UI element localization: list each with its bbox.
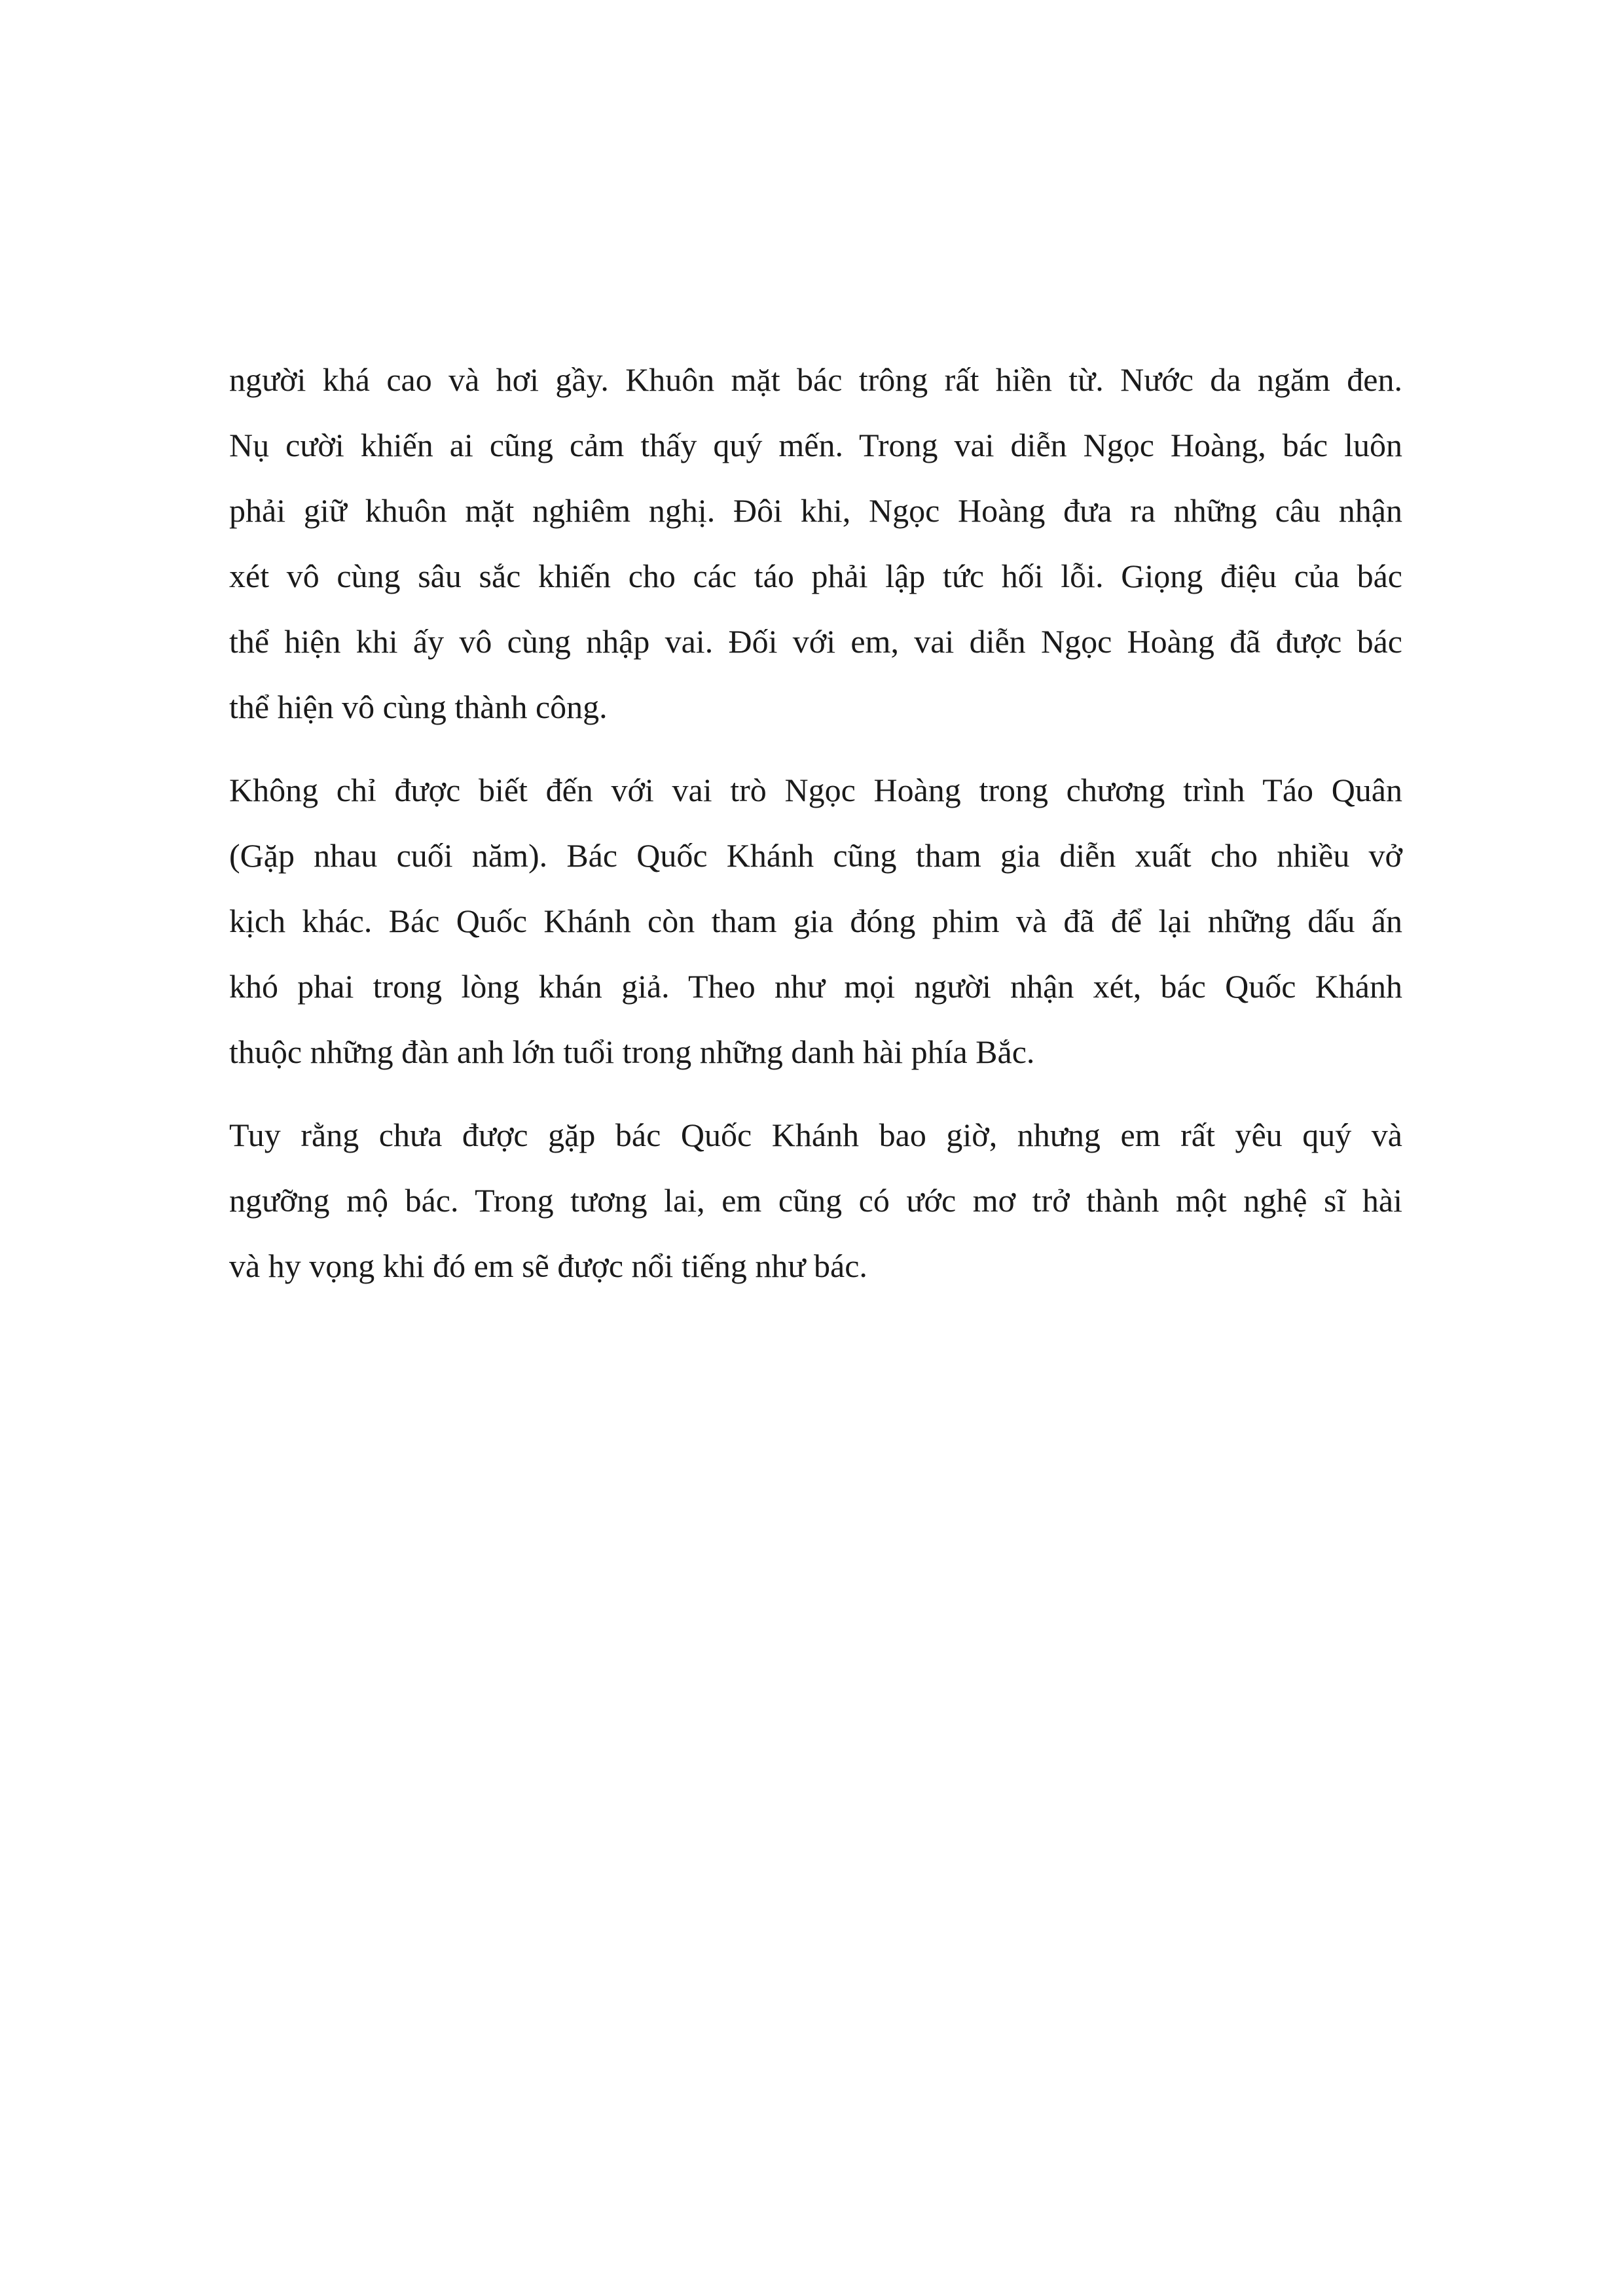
paragraph-3-line-3: và hy vọng khi đó em sẽ được nổi tiếng như bác. <box>229 1247 867 1284</box>
paragraph-2-line-5: thuộc những đàn anh lớn tuổi trong những danh hài phía Bắc. <box>229 1033 1035 1070</box>
paragraph-3-line-2: ngưỡng mộ bác. Trong tương lai, em cũng có ước mơ trở thành một nghệ sĩ hài <box>229 1182 1402 1219</box>
paragraph-2-line-1: Không chỉ được biết đến với vai trò Ngọc Hoàng trong chương trình Táo Quân <box>229 772 1402 808</box>
paragraph-1-line-6: thể hiện vô cùng thành công. <box>229 689 608 725</box>
paragraph-1-line-3: phải giữ khuôn mặt nghiêm nghị. Đôi khi, Ngọc Hoàng đưa ra những câu nhận <box>229 492 1402 529</box>
paragraph-3 <box>229 1102 1402 1299</box>
paragraph-1-line-4: xét vô cùng sâu sắc khiến cho các táo phải lập tức hối lỗi. Giọng điệu của bác <box>229 558 1402 594</box>
paragraph-2-line-3: kịch khác. Bác Quốc Khánh còn tham gia đóng phim và đã để lại những dấu ấn <box>229 903 1402 939</box>
paragraph-2 <box>229 757 1402 1085</box>
paragraph-1-line-5: thể hiện khi ấy vô cùng nhập vai. Đối với em, vai diễn Ngọc Hoàng đã được bác <box>229 623 1402 660</box>
paragraph-2-line-4: khó phai trong lòng khán giả. Theo như mọi người nhận xét, bác Quốc Khánh <box>229 968 1402 1005</box>
paragraph-2-line-2: (Gặp nhau cuối năm). Bác Quốc Khánh cũng tham gia diễn xuất cho nhiều vở <box>229 837 1402 874</box>
body-text <box>229 347 1402 1316</box>
paragraph-3-line-1: Tuy rằng chưa được gặp bác Quốc Khánh bao giờ, nhưng em rất yêu quý và <box>229 1117 1402 1153</box>
paragraph-1-line-1: người khá cao và hơi gầy. Khuôn mặt bác trông rất hiền từ. Nước da ngăm đen. <box>229 361 1402 398</box>
paragraph-1 <box>229 347 1402 740</box>
paragraph-1-line-2: Nụ cười khiến ai cũng cảm thấy quý mến. Trong vai diễn Ngọc Hoàng, bác luôn <box>229 427 1402 463</box>
